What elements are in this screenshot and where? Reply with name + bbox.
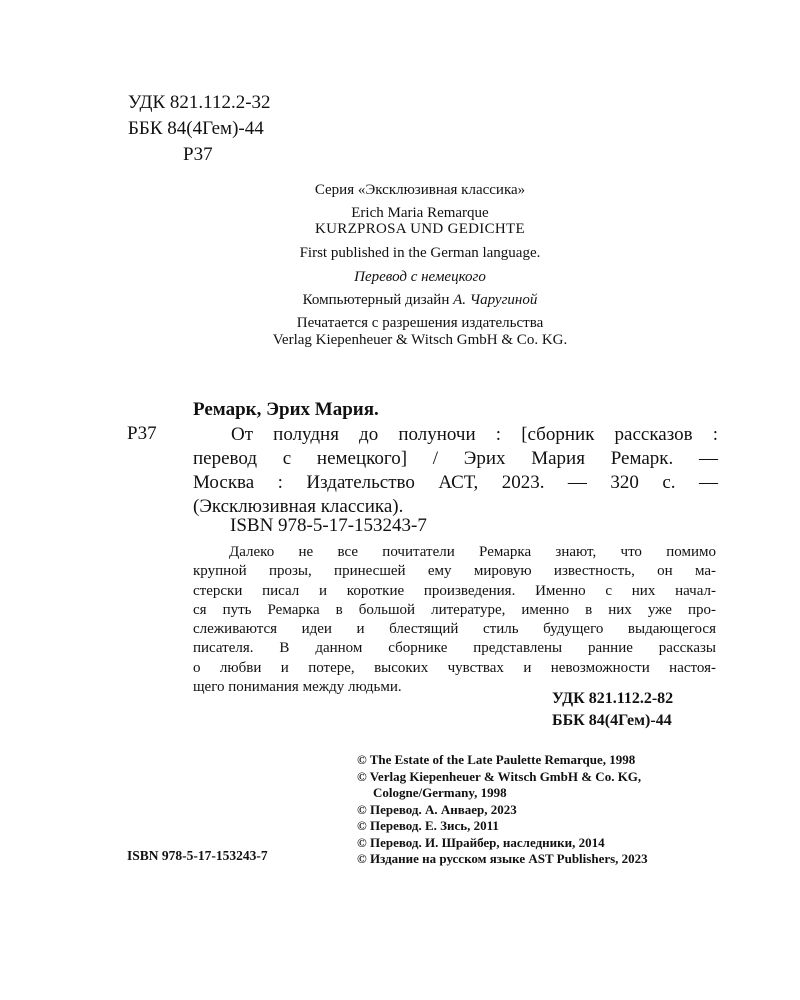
copyright-line: © Издание на русском языке AST Publishers, 2023 bbox=[357, 851, 648, 866]
permission-line-1: Печатается с разрешения издательства bbox=[296, 315, 544, 331]
copyright-line: © Перевод. И. Шрайбер, наследники, 2014 bbox=[357, 834, 605, 850]
permission-line-2: Verlag Kiepenheuer & Witsch GmbH & Co. KG. bbox=[272, 332, 568, 348]
annotation-line: писателя. В данном сборнике представлены ранние рассказы bbox=[193, 640, 716, 657]
udk-classification: УДК 821.112.2-82 bbox=[552, 690, 674, 707]
imprint-original-title bbox=[0, 220, 800, 238]
design-label: Компьютерный дизайн bbox=[302, 292, 454, 308]
copyright-line: © Перевод. Е. Зись, 2011 bbox=[357, 818, 499, 833]
copyright-block bbox=[357, 752, 648, 868]
description-line: перевод с немецкого] / Эрих Мария Ремарк. — bbox=[193, 448, 718, 469]
imprint-design bbox=[0, 291, 800, 309]
copyright-line: © The Estate of the Late Paulette Remarque, 1998 bbox=[357, 752, 636, 767]
first-published-line: First published in the German language. bbox=[299, 245, 541, 261]
translation-line: Перевод с немецкого bbox=[354, 269, 486, 285]
bbk-classification: ББК 84(4Гем)-44 bbox=[552, 712, 672, 729]
annotation-line: слеживаются идеи и блестящий стиль будущего выдающегося bbox=[193, 621, 716, 638]
designer-name: А. Чаругиной bbox=[453, 292, 538, 308]
imprint-series bbox=[0, 180, 800, 200]
annotation-line: крупной прозы, принесшей ему мировую известность, он ма- bbox=[193, 563, 716, 580]
annotation bbox=[193, 543, 716, 697]
udk-code: УДК 821.112.2-32 bbox=[128, 92, 271, 113]
catalog-isbn: ISBN 978-5-17-153243-7 bbox=[230, 515, 427, 536]
original-author-line: Erich Maria Remarque bbox=[351, 205, 489, 221]
description-line: (Эксклюзивная классика). bbox=[193, 496, 404, 517]
series-line: Серия «Эксклюзивная классика» bbox=[314, 182, 526, 198]
copyright-line: © Перевод. А. Анваер, 2023 bbox=[357, 801, 517, 817]
imprint-permission-1 bbox=[0, 314, 800, 332]
imprint-translation bbox=[0, 268, 800, 286]
bbk-code: ББК 84(4Гем)-44 bbox=[128, 118, 264, 139]
top-codes bbox=[128, 90, 271, 168]
imprint-permission-2 bbox=[0, 331, 800, 349]
design-line bbox=[0, 291, 800, 309]
isbn-bottom: ISBN 978-5-17-153243-7 bbox=[127, 848, 268, 863]
annotation-line: стерски писал и короткие произведения. Именно с них начал- bbox=[193, 582, 716, 599]
annotation-line: щего понимания между людьми. bbox=[193, 679, 402, 696]
copyright-line: © Verlag Kiepenheuer & Witsch GmbH & Co. KG, bbox=[357, 768, 642, 784]
classification-codes bbox=[552, 688, 673, 732]
catalog-author-heading: Ремарк, Эрих Мария. bbox=[193, 399, 379, 420]
author-mark: Р37 bbox=[183, 144, 213, 165]
description-line: Москва : Издательство АСТ, 2023. — 320 с. — bbox=[193, 472, 718, 493]
original-title-line: KURZPROSA UND GEDICHTE bbox=[315, 221, 525, 237]
description-line: От полудня до полуночи : [сборник рассказов : bbox=[231, 424, 718, 445]
catalog-description bbox=[193, 423, 718, 519]
catalog-code: Р37 bbox=[127, 423, 157, 444]
annotation-line: ся путь Ремарка в большой литературе, именно в них уже про- bbox=[193, 601, 716, 618]
annotation-line: о любви и потере, высоких чувствах и невозможности настоя- bbox=[193, 659, 716, 676]
annotation-line: Далеко не все почитатели Ремарка знают, что помимо bbox=[229, 544, 716, 560]
imprint-first-published bbox=[0, 244, 800, 262]
copyright-line: Cologne/Germany, 1998 bbox=[373, 785, 507, 800]
